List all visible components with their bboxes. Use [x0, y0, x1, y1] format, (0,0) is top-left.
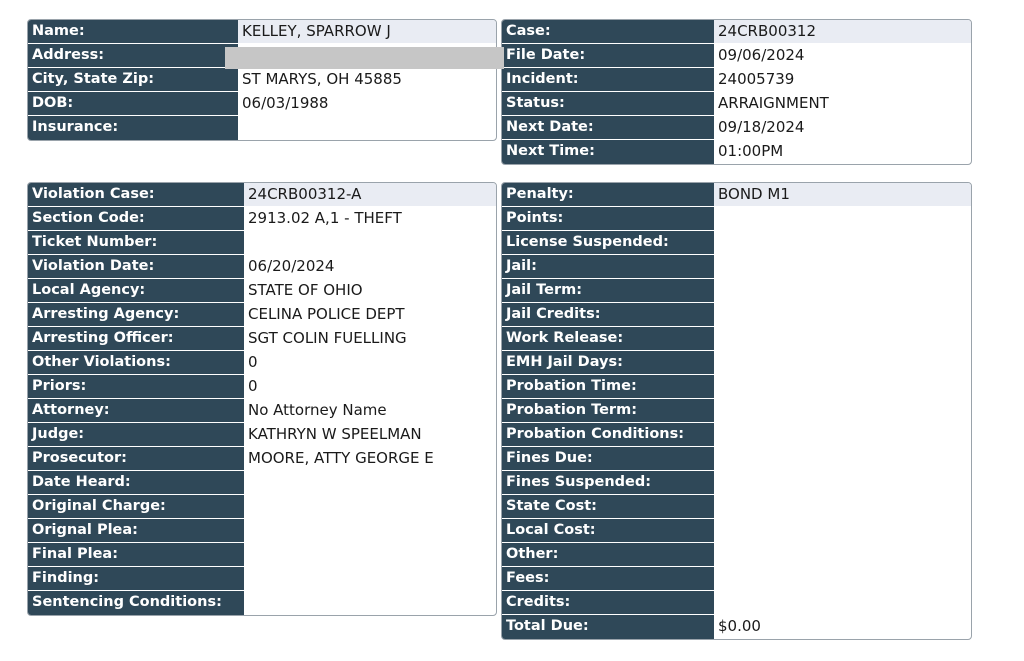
row-fines-suspended: [502, 471, 971, 495]
judge-value: KATHRYN W SPEELMAN: [248, 425, 422, 443]
row-jail-term: [502, 279, 971, 303]
violation-date-value: 06/20/2024: [248, 257, 335, 275]
fines-suspended-label: Fines Suspended:: [502, 471, 714, 494]
local-agency-label: Local Agency:: [28, 279, 244, 302]
attorney-label: Attorney:: [28, 399, 244, 422]
arresting-agency-label: Arresting Agency:: [28, 303, 244, 326]
row-license-suspended: [502, 231, 971, 255]
row-emh-jail-days: [502, 351, 971, 375]
date-heard-value: [244, 471, 496, 494]
penalty-info-panel: [501, 182, 972, 640]
row-sentencing-conditions: [28, 591, 496, 615]
case-value: 24CRB00312: [714, 20, 971, 43]
row-violation-case: [28, 183, 496, 207]
emh-jail-days-label: EMH Jail Days:: [502, 351, 714, 374]
row-priors: [28, 375, 496, 399]
defendant-info-panel: [27, 19, 497, 141]
row-case: [502, 20, 971, 44]
penalty-value: BOND M1: [714, 183, 971, 206]
row-local-agency: [28, 279, 496, 303]
jail-term-value: [714, 279, 971, 302]
probation-term-label: Probation Term:: [502, 399, 714, 422]
credits-label: Credits:: [502, 591, 714, 614]
jail-term-label: Jail Term:: [502, 279, 714, 302]
arresting-officer-label: Arresting Officer:: [28, 327, 244, 350]
finding-value: [244, 567, 496, 590]
incident-label: Incident:: [502, 68, 714, 91]
row-file-date: [502, 44, 971, 68]
next-date-label: Next Date:: [502, 116, 714, 139]
jail-label: Jail:: [502, 255, 714, 278]
prosecutor-label: Prosecutor:: [28, 447, 244, 470]
row-jail-credits: [502, 303, 971, 327]
fees-label: Fees:: [502, 567, 714, 590]
row-judge: [28, 423, 496, 447]
row-local-cost: [502, 519, 971, 543]
jail-credits-label: Jail Credits:: [502, 303, 714, 326]
row-prosecutor: [28, 447, 496, 471]
state-cost-value: [714, 495, 971, 518]
case-info-panel: [501, 19, 972, 165]
row-orignal-plea: [28, 519, 496, 543]
license-suspended-value: [714, 231, 971, 254]
orignal-plea-label: Orignal Plea:: [28, 519, 244, 542]
work-release-label: Work Release:: [502, 327, 714, 350]
sentencing-conditions-value: [244, 591, 496, 615]
violation-date-label: Violation Date:: [28, 255, 244, 278]
fees-value: [714, 567, 971, 590]
row-other: [502, 543, 971, 567]
violation-case-label: Violation Case:: [28, 183, 244, 206]
jail-value: [714, 255, 971, 278]
ticket-number-label: Ticket Number:: [28, 231, 244, 254]
dob-label: DOB:: [28, 92, 238, 115]
next-time-value: 01:00PM: [718, 142, 784, 160]
arresting-officer-value: SGT COLIN FUELLING: [248, 329, 407, 347]
probation-conditions-value: [714, 423, 971, 446]
violation-info-panel: [27, 182, 497, 616]
city-state-zip-label: City, State Zip:: [28, 68, 238, 91]
other-violations-value: 0: [248, 353, 258, 371]
other-value: [714, 543, 971, 566]
row-city-state-zip: [28, 68, 496, 92]
row-probation-time: [502, 375, 971, 399]
violation-case-value: 24CRB00312-A: [244, 183, 496, 206]
probation-conditions-label: Probation Conditions:: [502, 423, 714, 446]
row-probation-conditions: [502, 423, 971, 447]
row-dob: [28, 92, 496, 116]
next-time-label: Next Time:: [502, 140, 714, 164]
case-label: Case:: [502, 20, 714, 43]
row-probation-term: [502, 399, 971, 423]
other-violations-label: Other Violations:: [28, 351, 244, 374]
priors-value: 0: [248, 377, 258, 395]
dob-value: 06/03/1988: [242, 94, 329, 112]
row-section-code: [28, 207, 496, 231]
local-cost-label: Local Cost:: [502, 519, 714, 542]
finding-label: Finding:: [28, 567, 244, 590]
insurance-value: [238, 116, 496, 140]
license-suspended-label: License Suspended:: [502, 231, 714, 254]
orignal-plea-value: [244, 519, 496, 542]
row-name: [28, 20, 496, 44]
fines-due-label: Fines Due:: [502, 447, 714, 470]
incident-value: 24005739: [718, 70, 795, 88]
sentencing-conditions-label: Sentencing Conditions:: [28, 591, 244, 615]
original-charge-label: Original Charge:: [28, 495, 244, 518]
row-points: [502, 207, 971, 231]
row-total-due: [502, 615, 971, 639]
row-next-time: [502, 140, 971, 164]
emh-jail-days-value: [714, 351, 971, 374]
row-finding: [28, 567, 496, 591]
next-date-value: 09/18/2024: [718, 118, 805, 136]
row-penalty: [502, 183, 971, 207]
row-status: [502, 92, 971, 116]
final-plea-label: Final Plea:: [28, 543, 244, 566]
attorney-value: No Attorney Name: [248, 401, 387, 419]
status-label: Status:: [502, 92, 714, 115]
local-agency-value: STATE OF OHIO: [248, 281, 363, 299]
date-heard-label: Date Heard:: [28, 471, 244, 494]
row-next-date: [502, 116, 971, 140]
row-ticket-number: [28, 231, 496, 255]
row-credits: [502, 591, 971, 615]
address-label: Address:: [28, 44, 238, 67]
status-value: ARRAIGNMENT: [718, 94, 829, 112]
fines-suspended-value: [714, 471, 971, 494]
jail-credits-value: [714, 303, 971, 326]
row-arresting-officer: [28, 327, 496, 351]
probation-time-value: [714, 375, 971, 398]
row-jail: [502, 255, 971, 279]
row-incident: [502, 68, 971, 92]
section-code-label: Section Code:: [28, 207, 244, 230]
fines-due-value: [714, 447, 971, 470]
row-state-cost: [502, 495, 971, 519]
credits-value: [714, 591, 971, 614]
local-cost-value: [714, 519, 971, 542]
prosecutor-value: MOORE, ATTY GEORGE E: [248, 449, 434, 467]
points-label: Points:: [502, 207, 714, 230]
judge-label: Judge:: [28, 423, 244, 446]
row-fines-due: [502, 447, 971, 471]
total-due-label: Total Due:: [502, 615, 714, 639]
row-other-violations: [28, 351, 496, 375]
ticket-number-value: [244, 231, 496, 254]
state-cost-label: State Cost:: [502, 495, 714, 518]
other-label: Other:: [502, 543, 714, 566]
final-plea-value: [244, 543, 496, 566]
row-final-plea: [28, 543, 496, 567]
points-value: [714, 207, 971, 230]
row-arresting-agency: [28, 303, 496, 327]
file-date-label: File Date:: [502, 44, 714, 67]
total-due-value: $0.00: [718, 617, 761, 635]
row-attorney: [28, 399, 496, 423]
file-date-value: 09/06/2024: [718, 46, 805, 64]
arresting-agency-value: CELINA POLICE DEPT: [248, 305, 405, 323]
address-redaction: [225, 47, 504, 69]
probation-time-label: Probation Time:: [502, 375, 714, 398]
row-violation-date: [28, 255, 496, 279]
priors-label: Priors:: [28, 375, 244, 398]
row-fees: [502, 567, 971, 591]
name-value: KELLEY, SPARROW J: [238, 20, 496, 43]
insurance-label: Insurance:: [28, 116, 238, 140]
original-charge-value: [244, 495, 496, 518]
probation-term-value: [714, 399, 971, 422]
city-state-zip-value: ST MARYS, OH 45885: [242, 70, 402, 88]
section-code-value: 2913.02 A,1 - THEFT: [248, 209, 402, 227]
penalty-label: Penalty:: [502, 183, 714, 206]
row-date-heard: [28, 471, 496, 495]
row-original-charge: [28, 495, 496, 519]
work-release-value: [714, 327, 971, 350]
row-work-release: [502, 327, 971, 351]
name-label: Name:: [28, 20, 238, 43]
row-insurance: [28, 116, 496, 140]
